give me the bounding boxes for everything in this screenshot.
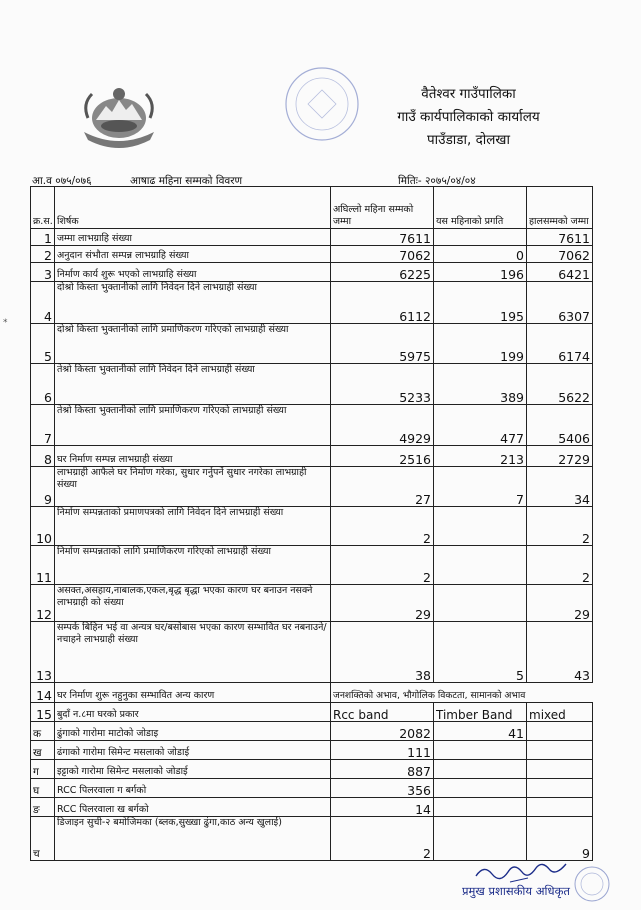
row-title: जम्मा लाभग्राहि संख्या: [55, 229, 331, 246]
sub-row-timber: 41: [434, 722, 527, 741]
row-total: 6174: [527, 324, 593, 364]
sub-row-timber: [434, 760, 527, 779]
row-month: 213: [434, 446, 527, 467]
table-header-row: [31, 187, 593, 229]
row-title: निर्माण सम्पन्नताको प्रमाणपत्रको लागि निवेदन दिने लाभग्राही संख्या: [55, 507, 331, 546]
header-month: यस महिनाको प्रगति: [434, 187, 527, 229]
office-address: पाउँडाडा, दोलखा: [427, 132, 510, 148]
sub-row-timber: [434, 817, 527, 861]
sub-row-mixed: [527, 722, 593, 741]
row-total: 7062: [527, 246, 593, 263]
row-title: दोश्रो किस्ता भुक्तानीको लागि प्रमाणिकरण गरिएको लाभग्राही संख्या: [55, 324, 331, 364]
sub-row-rcc: 2: [331, 817, 434, 861]
row-sn: 12: [31, 585, 55, 622]
table-row-house-type: [31, 703, 593, 722]
table-row: [31, 263, 593, 282]
row-month: 389: [434, 364, 527, 405]
row-month: [434, 229, 527, 246]
sub-row-timber: [434, 779, 527, 798]
sub-row: [31, 741, 593, 760]
row-prev: 4929: [331, 405, 434, 446]
row-total: 6307: [527, 282, 593, 324]
sub-row-timber: [434, 741, 527, 760]
row-sn: 2: [31, 246, 55, 263]
row-total: 6421: [527, 263, 593, 282]
row-total: 5622: [527, 364, 593, 405]
sub-row-mixed: 9: [527, 817, 593, 861]
round-stamp-icon: [572, 864, 612, 904]
row-prev: 2516: [331, 446, 434, 467]
progress-table: [30, 186, 593, 861]
sub-row-rcc: 111: [331, 741, 434, 760]
row-title: अनुदान संभौता सम्पन्न लाभग्राहि संख्या: [55, 246, 331, 263]
sub-row-title: RCC पिलरवाला ग बर्गको: [55, 779, 331, 798]
row-sn: 15: [31, 703, 55, 722]
row-prev: 7611: [331, 229, 434, 246]
row-title: तेश्रो किस्ता भुक्तानीको लागि प्रमाणिकरण गरिएको लाभग्राही संख्या: [55, 405, 331, 446]
header-sn: क्र.स.: [31, 187, 55, 229]
row-sn: 6: [31, 364, 55, 405]
sub-row-mixed: [527, 760, 593, 779]
row-month: [434, 585, 527, 622]
type-mixed: mixed: [527, 703, 593, 722]
table-row: [31, 282, 593, 324]
row-title: घर निर्माण शुरू नहुनुका सम्भावित अन्य कारण: [55, 683, 331, 703]
sub-row-sn: घ: [31, 779, 55, 798]
sub-row-mixed: [527, 798, 593, 817]
row-prev: 27: [331, 467, 434, 507]
table-row: [31, 324, 593, 364]
sub-row-rcc: 356: [331, 779, 434, 798]
sub-row-mixed: [527, 741, 593, 760]
sub-row-rcc: 14: [331, 798, 434, 817]
row-month: 195: [434, 282, 527, 324]
row-total: 34: [527, 467, 593, 507]
row-sn: 5: [31, 324, 55, 364]
sub-row-sn: च: [31, 817, 55, 861]
row-prev: 5975: [331, 324, 434, 364]
table-row: [31, 246, 593, 263]
row-sn: 7: [31, 405, 55, 446]
row-prev: 6225: [331, 263, 434, 282]
row-title: सम्पर्क बिहिन भई वा अन्यत्र घर/बसोबास भएका कारण सम्भावित घर नबनाउने/नचाहने लाभग्राही संख्या: [55, 622, 331, 683]
row-prev: 2: [331, 546, 434, 585]
sub-row-title: ढुंगाको गारोमा माटोको जोडाइ: [55, 722, 331, 741]
report-title: आषाढ महिना सम्मको विवरण: [130, 175, 243, 187]
row-month: [434, 507, 527, 546]
table-row: [31, 507, 593, 546]
row-month: 199: [434, 324, 527, 364]
sub-row: [31, 722, 593, 741]
row-sn: 14: [31, 683, 55, 703]
row-prev: 7062: [331, 246, 434, 263]
row-prev: 5233: [331, 364, 434, 405]
row-title: लाभग्राही आफैले घर निर्माण गरेका, सुधार गर्नुपर्ने सुधार नगरेका लाभग्राही संख्या: [55, 467, 331, 507]
row-title: घर निर्माण सम्पन्न लाभग्राही संख्या: [55, 446, 331, 467]
sub-row-title: डिजाइन सुची-२ बमोजिमका (ब्लक,सुख्खा ढुंगा,काठ अन्य खुलाई): [55, 817, 331, 861]
sub-row: [31, 779, 593, 798]
row-title: बुदाँ न.८मा घरको प्रकार: [55, 703, 331, 722]
row-prev: 6112: [331, 282, 434, 324]
type-rcc-band: Rcc band: [331, 703, 434, 722]
sub-row-rcc: 887: [331, 760, 434, 779]
row-sn: 11: [31, 546, 55, 585]
sub-row-sn: क: [31, 722, 55, 741]
row-month: 0: [434, 246, 527, 263]
row-month: 196: [434, 263, 527, 282]
row-title: दोश्रो किस्ता भुक्तानीको लागि निवेदन दिने लाभग्राही संख्या: [55, 282, 331, 324]
header-title: शिर्षक: [55, 187, 331, 229]
row-title: निर्माण सम्पन्नताको लागि प्रमाणिकरण गरिएको लाभग्राही संख्या: [55, 546, 331, 585]
table-row: [31, 467, 593, 507]
row-month: 477: [434, 405, 527, 446]
sub-row-title: RCC पिलरवाला ख बर्गको: [55, 798, 331, 817]
row-sn: 10: [31, 507, 55, 546]
row-prev: 2: [331, 507, 434, 546]
sub-row: [31, 817, 593, 861]
reasons-text: जनशक्तिको अभाव, भौगोलिक विकटता, सामानको अभाव: [333, 690, 526, 701]
table-row: [31, 622, 593, 683]
sub-row-title: ढंगाको गारोमा सिमेन्ट मसलाको जोडाई: [55, 741, 331, 760]
table-row: [31, 446, 593, 467]
row-total: 43: [527, 622, 593, 683]
row-sn: 4: [31, 282, 55, 324]
row-total: 2729: [527, 446, 593, 467]
sub-row-sn: ग: [31, 760, 55, 779]
row-total: 7611: [527, 229, 593, 246]
municipality-name: वैतेश्वर गाउँपालिका: [421, 86, 516, 102]
row-sn: 9: [31, 467, 55, 507]
table-row: [31, 546, 593, 585]
row-title: तेश्रो किस्ता भुक्तानीको लागि निवेदन दिने लाभग्राही संख्या: [55, 364, 331, 405]
row-total: 2: [527, 507, 593, 546]
table-row: [31, 405, 593, 446]
office-name: गाउँ कार्यपालिकाको कार्यालय: [397, 109, 540, 125]
sub-row-sn: ङ: [31, 798, 55, 817]
row-title: असक्त,असहाय,नाबालक,एकल,बृद्ध बृद्धा भएका कारण घर बनाउन नसक्ने लाभग्राही को संख्या: [55, 585, 331, 622]
fiscal-year: आ.व ०७५/०७६: [32, 175, 92, 187]
signature-caption: प्रमुख प्रशासकीय अधिकृत: [462, 884, 570, 898]
sub-row-sn: ख: [31, 741, 55, 760]
sub-row-title: इट्टाको गारोमा सिमेन्ट मसलाको जोडाई: [55, 760, 331, 779]
row-month: 5: [434, 622, 527, 683]
table-row: [31, 585, 593, 622]
sub-row-timber: [434, 798, 527, 817]
table-row: [31, 364, 593, 405]
row-total: 29: [527, 585, 593, 622]
row-month: [434, 546, 527, 585]
margin-mark: *: [3, 318, 8, 328]
sub-row: [31, 798, 593, 817]
row-prev: 38: [331, 622, 434, 683]
sub-row-rcc: 2082: [331, 722, 434, 741]
header-total: हालसम्मको जम्मा: [527, 187, 593, 229]
report-date: मितिः- २०७५/०४/०४: [398, 175, 476, 187]
type-timber-band: Timber Band: [434, 703, 527, 722]
row-sn: 3: [31, 263, 55, 282]
header-prev: अघिल्लो महिना सम्मको जम्मा: [331, 187, 434, 229]
row-title: निर्माण कार्य शुरू भएको लाभग्राहि संख्या: [55, 263, 331, 282]
sub-row-mixed: [527, 779, 593, 798]
row-sn: 13: [31, 622, 55, 683]
row-sn: 1: [31, 229, 55, 246]
row-sn: 8: [31, 446, 55, 467]
table-row-reasons: [31, 683, 593, 703]
row-prev: 29: [331, 585, 434, 622]
table-row: [31, 229, 593, 246]
row-total: 5406: [527, 405, 593, 446]
row-total: 2: [527, 546, 593, 585]
row-month: 7: [434, 467, 527, 507]
sub-row: [31, 760, 593, 779]
